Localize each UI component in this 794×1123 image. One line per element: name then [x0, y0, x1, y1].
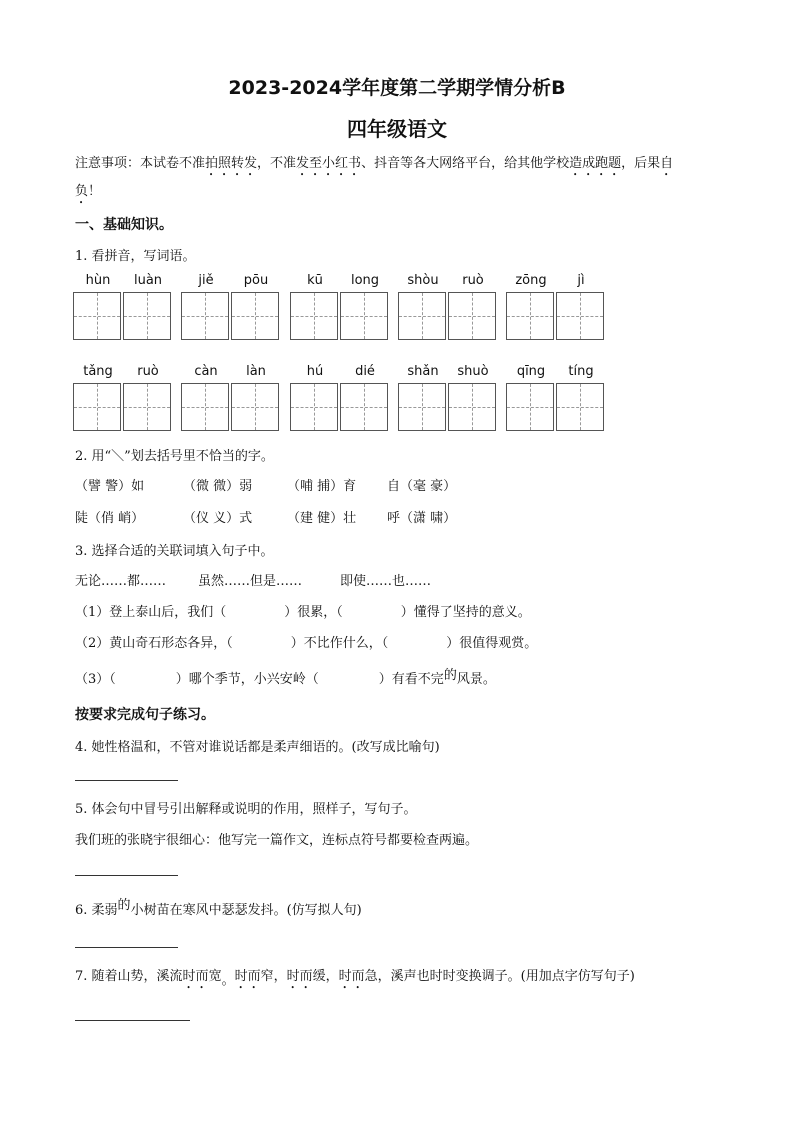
notice-line-2 [75, 180, 101, 207]
q2-item: 陡（俏 峭） [75, 511, 145, 526]
q5-example: 我们班的张晓宇很细心：他写完一篇作文，连标点符号都要检查两遍。 [75, 833, 479, 848]
q3-sentence-1 [75, 601, 531, 620]
q2-item: （微 微）弱 [183, 479, 253, 494]
q3-s3-part-c: ）有看不完 [378, 672, 444, 687]
pinyin-label: hùn [85, 273, 111, 288]
pinyin-label: zōng [515, 273, 547, 288]
section-1-heading: 一、基础知识。 [75, 217, 173, 233]
pinyin-label: jiě [198, 273, 214, 288]
exam-title: 2023-2024学年度第二学期学情分析B [228, 77, 566, 99]
pinyin-label: dié [355, 364, 375, 379]
pinyin-group [398, 273, 498, 323]
writing-grid-box[interactable] [556, 383, 604, 431]
notice-emph-4: 自 [660, 156, 674, 171]
writing-grid-box[interactable] [398, 383, 446, 431]
writing-grid-box[interactable] [506, 383, 554, 431]
q2-prompt: 2. 用“＼”划去括号里不恰当的字。 [75, 449, 274, 464]
pinyin-group [73, 273, 173, 323]
q3-s3-part-a: （3）（ [75, 672, 116, 687]
pinyin-group [181, 364, 281, 414]
writing-grid-box[interactable] [181, 292, 229, 340]
notice-end: ！ [88, 184, 102, 199]
q3-s1-part-c: ）懂得了坚持的意义。 [400, 605, 531, 620]
notice-mid-2: 、抖音等各大网络平台，给其他学校 [361, 156, 570, 171]
pinyin-label: qīng [516, 364, 546, 379]
pinyin-group [506, 364, 606, 414]
q6-part-c: 小树苗在寒风中瑟瑟发抖。(仿写拟人句) [130, 903, 362, 918]
writing-grid-box[interactable] [556, 292, 604, 340]
pinyin-label: jì [577, 273, 585, 288]
pinyin-label: tǎng [83, 364, 113, 379]
writing-grid-box[interactable] [123, 292, 171, 340]
writing-grid-box[interactable] [448, 292, 496, 340]
q7-part-a: 7. 随着山势，溪流 [75, 969, 183, 984]
writing-grid-box[interactable] [231, 292, 279, 340]
q4-answer-line[interactable] [75, 780, 178, 781]
notice-mid-1: ，不准 [257, 156, 297, 171]
pinyin-label: shǎn [407, 364, 439, 379]
pinyin-label: càn [194, 364, 218, 379]
pinyin-label: làn [246, 364, 266, 379]
q5-text: 5. 体会句中冒号引出解释或说明的作用，照样子，写句子。 [75, 802, 417, 817]
q3-s1-part-a: （1）登上泰山后，我们（ [75, 605, 227, 620]
writing-grid-box[interactable] [448, 383, 496, 431]
q7-emph-3: 时而 [286, 969, 313, 984]
q2-item: 呼（潇 啸） [387, 511, 457, 526]
q7-emph-1: 时而 [182, 969, 209, 984]
pinyin-group [506, 273, 606, 323]
q2-item: （哺 捕）育 [287, 479, 357, 494]
q3-option: 虽然……但是…… [198, 574, 303, 589]
q2-item: （譬 警）如 [75, 479, 145, 494]
q7-emph-2: 时而 [234, 969, 261, 984]
exam-subtitle: 四年级语文 [347, 117, 447, 141]
pinyin-group [73, 364, 173, 414]
q7-emph-4: 时而 [338, 969, 365, 984]
q5-answer-line[interactable] [75, 875, 178, 876]
q3-sentence-3 [75, 668, 496, 687]
q3-s2-part-c: ）很值得观赏。 [446, 636, 538, 651]
q3-s2-part-a: （2）黄山奇石形态各异，（ [75, 636, 233, 651]
q3-prompt: 3. 选择合适的关联词填入句子中。 [75, 544, 274, 559]
q7-part-e: 窄， [260, 969, 287, 984]
pinyin-label: kū [307, 273, 323, 288]
q7-part-f: 缓， [312, 969, 339, 984]
writing-grid-box[interactable] [290, 383, 338, 431]
writing-grid-box[interactable] [73, 383, 121, 431]
q3-s3-part-b: ）哪个季节，小兴安岭（ [175, 672, 319, 687]
q3-option: 无论……都…… [75, 574, 167, 589]
q3-sentence-2 [75, 632, 537, 651]
notice-emph-5: 负 [75, 184, 89, 199]
notice-emph-3: 造成跑题 [569, 156, 622, 171]
q1-prompt: 1. 看拼音，写词语。 [75, 249, 196, 264]
writing-grid-box[interactable] [181, 383, 229, 431]
pinyin-label: pōu [243, 273, 269, 288]
pinyin-label: long [350, 273, 380, 288]
q3-s1-part-b: ）很累，（ [284, 605, 343, 620]
pinyin-group [290, 273, 390, 323]
q7-part-b: 宽 [208, 969, 222, 984]
writing-grid-box[interactable] [73, 292, 121, 340]
writing-grid-box[interactable] [506, 292, 554, 340]
notice-mid-3: ，后果 [621, 156, 661, 171]
section-2-heading: 按要求完成句子练习。 [75, 707, 215, 723]
q7-text [75, 965, 635, 992]
q7-lowered-mark: 。 [221, 973, 235, 988]
notice-emph-2: 发至小红书 [296, 156, 362, 171]
pinyin-group [181, 273, 281, 323]
q3-s3-raised-char: 的 [443, 668, 457, 683]
pinyin-group [398, 364, 498, 414]
pinyin-label: tíng [568, 364, 594, 379]
q2-item: （建 健）壮 [287, 511, 357, 526]
pinyin-label: shuò [457, 364, 489, 379]
writing-grid-box[interactable] [231, 383, 279, 431]
q3-s3-part-e: 风景。 [456, 672, 496, 687]
writing-grid-box[interactable] [290, 292, 338, 340]
q3-option: 即使……也…… [340, 574, 432, 589]
notice-lead: 注意事项：本试卷不准 [75, 156, 206, 171]
pinyin-label: shòu [407, 273, 439, 288]
notice-line-1 [75, 152, 673, 179]
writing-grid-box[interactable] [398, 292, 446, 340]
notice-emph-1: 拍照转发 [205, 156, 258, 171]
q6-text [75, 899, 362, 918]
pinyin-label: hú [306, 364, 324, 379]
q3-s2-part-b: ）不比作什么，（ [290, 636, 389, 651]
pinyin-label: ruò [137, 364, 159, 379]
writing-grid-box[interactable] [340, 383, 388, 431]
pinyin-group [290, 364, 390, 414]
q7-part-g: 急，溪声也时时变换调子。(用加点字仿写句子) [364, 969, 635, 984]
q2-item: （仪 义）式 [183, 511, 253, 526]
q4-text: 4. 她性格温和，不管对谁说话都是柔声细语的。(改写成比喻句) [75, 740, 440, 755]
q2-item: 自（毫 豪） [387, 479, 457, 494]
writing-grid-box[interactable] [340, 292, 388, 340]
pinyin-label: luàn [133, 273, 163, 288]
pinyin-label: ruò [462, 273, 484, 288]
q6-answer-line[interactable] [75, 947, 178, 948]
writing-grid-box[interactable] [123, 383, 171, 431]
q7-answer-line[interactable] [75, 1020, 190, 1021]
q6-part-a: 6. 柔弱 [75, 903, 118, 918]
q6-raised-char: 的 [117, 898, 131, 913]
